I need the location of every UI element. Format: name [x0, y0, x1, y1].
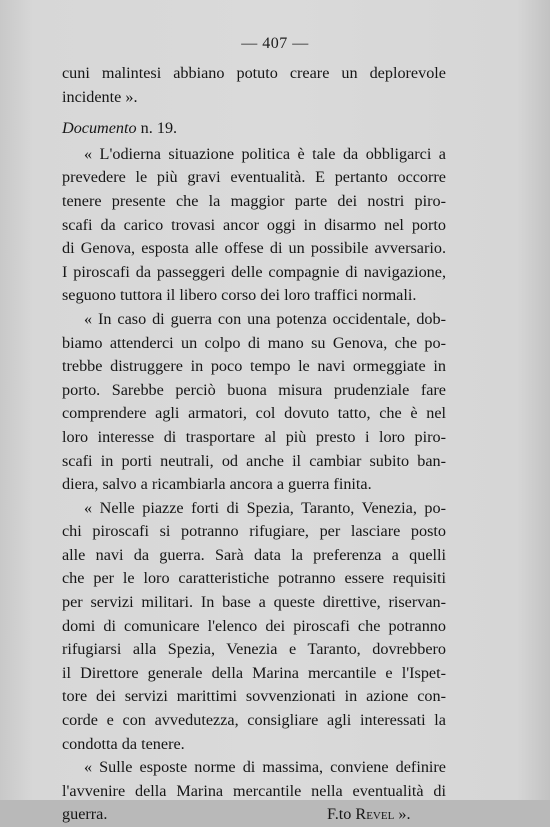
closing-line [62, 803, 446, 827]
text-line: trebbe distruggere in poco tempo le navi ormeggiate in [62, 357, 446, 376]
text-line: tore dei servizi marittimi sovvenzionati in azione con- [62, 687, 446, 706]
closing-text: guerra. [62, 805, 108, 824]
text-line: I piroscafi da passeggeri delle compagnie di navigazione, [62, 262, 446, 281]
signature-name: Revel [355, 805, 395, 824]
page-number: — 407 — [241, 35, 309, 52]
text-line: rifugiarsi alla Spezia, Venezia e Taranto, dovrebbero [62, 640, 446, 659]
text-line: biamo attenderci un colpo di mano su Genova, che po- [62, 333, 446, 352]
signature [327, 803, 410, 827]
text-line: seguono tuttora il libero corso dei loro traffici normali. [62, 286, 417, 305]
document-heading-label: Documento [62, 119, 137, 138]
text-line: « L'odierna situazione politica è tale da obbligarci a [84, 144, 446, 163]
text-line: condotta da tenere. [62, 734, 185, 753]
text-line: che per le loro caratteristiche potranno essere requisiti [62, 569, 446, 588]
text-line: cuni malintesi abbiano potuto creare un deplorevole [62, 64, 446, 82]
text-line: comprendere agli armatori, col dovuto tatto, che è nel [62, 404, 446, 423]
text-line: prevedere le più gravi eventualità. E pertanto occorre [62, 168, 446, 187]
text-line: loro interesse di trasportare al più presto i loro piro- [62, 427, 446, 446]
text-line: l'avvenire della Marina mercantile nella eventualità di [62, 781, 446, 800]
text-line: porto. Sarebbe perciò buona misura prudenziale fare [62, 380, 446, 399]
body-text [62, 62, 446, 827]
text-line: chi piroscafi si potranno rifugiare, per lasciare posto [62, 522, 446, 541]
signature-suffix: ». [398, 805, 411, 824]
text-line: scafi in porti neutrali, od anche il cambiar subito ban- [62, 451, 446, 470]
text-line: « Nelle piazze forti di Spezia, Taranto, Venezia, po- [84, 498, 446, 517]
text-line: incidente ». [62, 87, 138, 106]
text-line: domi di comunicare l'elenco dei piroscafi che potranno [62, 616, 446, 635]
text-line: di Genova, esposta alle offese di un possibile avversario. [62, 239, 446, 258]
text-line: alle navi da guerra. Sarà data la preferenza a quelli [62, 545, 446, 564]
text-line: scafi da carico trovasi ancor oggi in disarmo nel porto [62, 215, 446, 234]
text-line: corde e con avvedutezza, consigliare agli interessati la [62, 711, 446, 730]
document-heading-number: n. 19. [140, 119, 178, 138]
text-line: tenere presente che la maggior parte dei nostri piro- [62, 191, 446, 210]
text-line: « Sulle esposte norme di massima, conviene definire [84, 758, 446, 777]
text-line: per servizi militari. In base a queste direttive, riservan- [62, 593, 446, 612]
text-line: diera, salvo a ricambiarla ancora a guerra finita. [62, 475, 372, 494]
document-heading [62, 117, 446, 141]
text-line: il Direttore generale della Marina mercantile e l'Ispet- [62, 663, 446, 682]
signature-prefix: F.to [327, 805, 352, 824]
text-line: « In caso di guerra con una potenza occidentale, dob- [84, 309, 446, 328]
